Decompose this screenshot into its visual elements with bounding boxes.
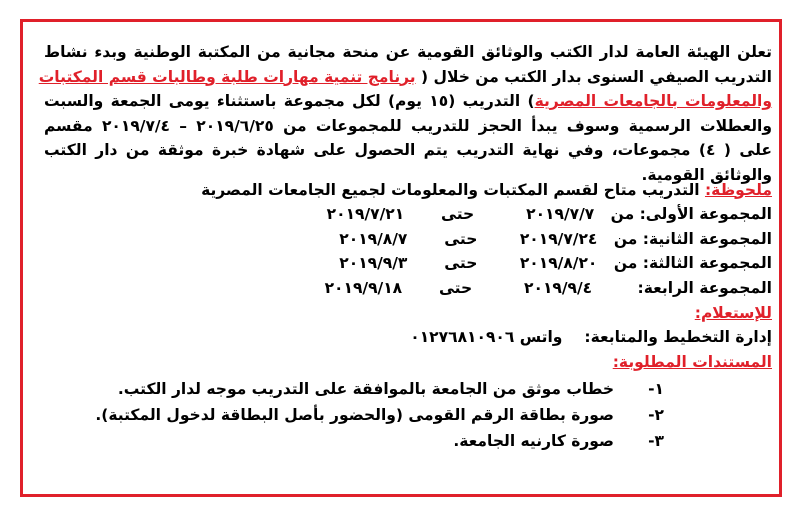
group-label: المجموعة الأولى: (639, 205, 772, 224)
from-word: من (613, 254, 638, 273)
program-name: برنامج تنمية مهارات طلبة وطالبات قسم المكتبات (38, 67, 416, 86)
document-item (44, 377, 772, 402)
intro-text: التدريب الصيفي السنوى بدار الكتب من خلال ( (421, 67, 772, 86)
to-word: حتى (438, 278, 473, 297)
intro-line-6: والوثائق القومية. (641, 165, 772, 184)
group-label: المجموعة الثالثة: (642, 254, 772, 273)
group-row (44, 202, 772, 227)
intro-line-5: على ( ٤) مجموعات، وفي نهاية التدريب يتم الحصول على شهادة خبرة موثقة من دار الكتب (44, 141, 772, 160)
from-word: من (613, 229, 638, 248)
inquiry-line (44, 325, 772, 350)
from-word: من (610, 205, 635, 224)
to-date: ٢٠١٩/٨/٧ (339, 229, 408, 248)
to-date: ٢٠١٩/٩/١٨ (324, 278, 403, 297)
inquiry-dept: إدارة التخطيط والمتابعة: (584, 328, 772, 347)
group-row (44, 227, 772, 252)
document-item (44, 429, 772, 454)
note-text: التدريب متاح لقسم المكتبات والمعلومات لجميع الجامعات المصرية (201, 180, 700, 199)
documents-label: المستندات المطلوبة: (612, 352, 772, 371)
program-name-cont: والمعلومات بالجامعات المصرية (534, 92, 773, 111)
group-row (44, 251, 772, 276)
intro-line-3 (44, 89, 772, 114)
from-date: ٢٠١٩/٩/٤ (524, 278, 593, 297)
intro-line-1: تعلن الهيئة العامة لدار الكتب والوثائق القومية عن منحة مجانية من المكتبة الوطنية وبدء نشاط (44, 43, 772, 61)
item-text: خطاب موثق من الجامعة بالموافقة على التدريب موجه لدار الكتب. (117, 380, 614, 399)
note-line (44, 178, 772, 203)
document-item (44, 403, 772, 428)
group-label: المجموعة الرابعة: (637, 278, 772, 297)
item-text: صورة كارنيه الجامعة. (453, 431, 614, 450)
documents-label-line (44, 350, 772, 375)
item-number: ٣- (648, 431, 664, 450)
from-date: ٢٠١٩/٨/٢٠ (519, 254, 598, 273)
whatsapp-number: واتس ٠١٢٧٦٨١٠٩٠٦ (410, 328, 563, 347)
inquiry-label: للإستعلام: (694, 303, 772, 322)
note-label: ملحوظة: (704, 180, 772, 199)
to-word: حتى (444, 254, 478, 273)
inquiry-label-line (44, 301, 772, 326)
group-label: المجموعة الثانية: (642, 229, 772, 248)
announcement-document (38, 40, 773, 453)
from-date: ٢٠١٩/٧/٧ (526, 205, 595, 224)
item-number: ١- (648, 380, 664, 399)
from-date: ٢٠١٩/٧/٢٤ (519, 229, 598, 248)
to-date: ٢٠١٩/٧/٢١ (326, 205, 405, 224)
to-date: ٢٠١٩/٩/٣ (339, 254, 408, 273)
to-word: حتى (444, 229, 478, 248)
item-text: صورة بطاقة الرقم القومى (والحضور بأصل البطاقة لدخول المكتبة). (95, 405, 614, 424)
intro-line-4: والعطلات الرسمية وسوف يبدأ الحجز للتدريب للمجموعات من ٢٠١٩/٦/٢٥ – ٢٠١٩/٧/٤ مقسم (44, 116, 773, 135)
to-word: حتى (441, 205, 475, 224)
item-number: ٢- (648, 405, 664, 424)
intro-line-2 (38, 65, 772, 90)
group-row (44, 276, 772, 301)
intro-text: ) التدريب (١٥ يوم) لكل مجموعة باستثناء يومى الجمعة والسبت (44, 92, 535, 111)
